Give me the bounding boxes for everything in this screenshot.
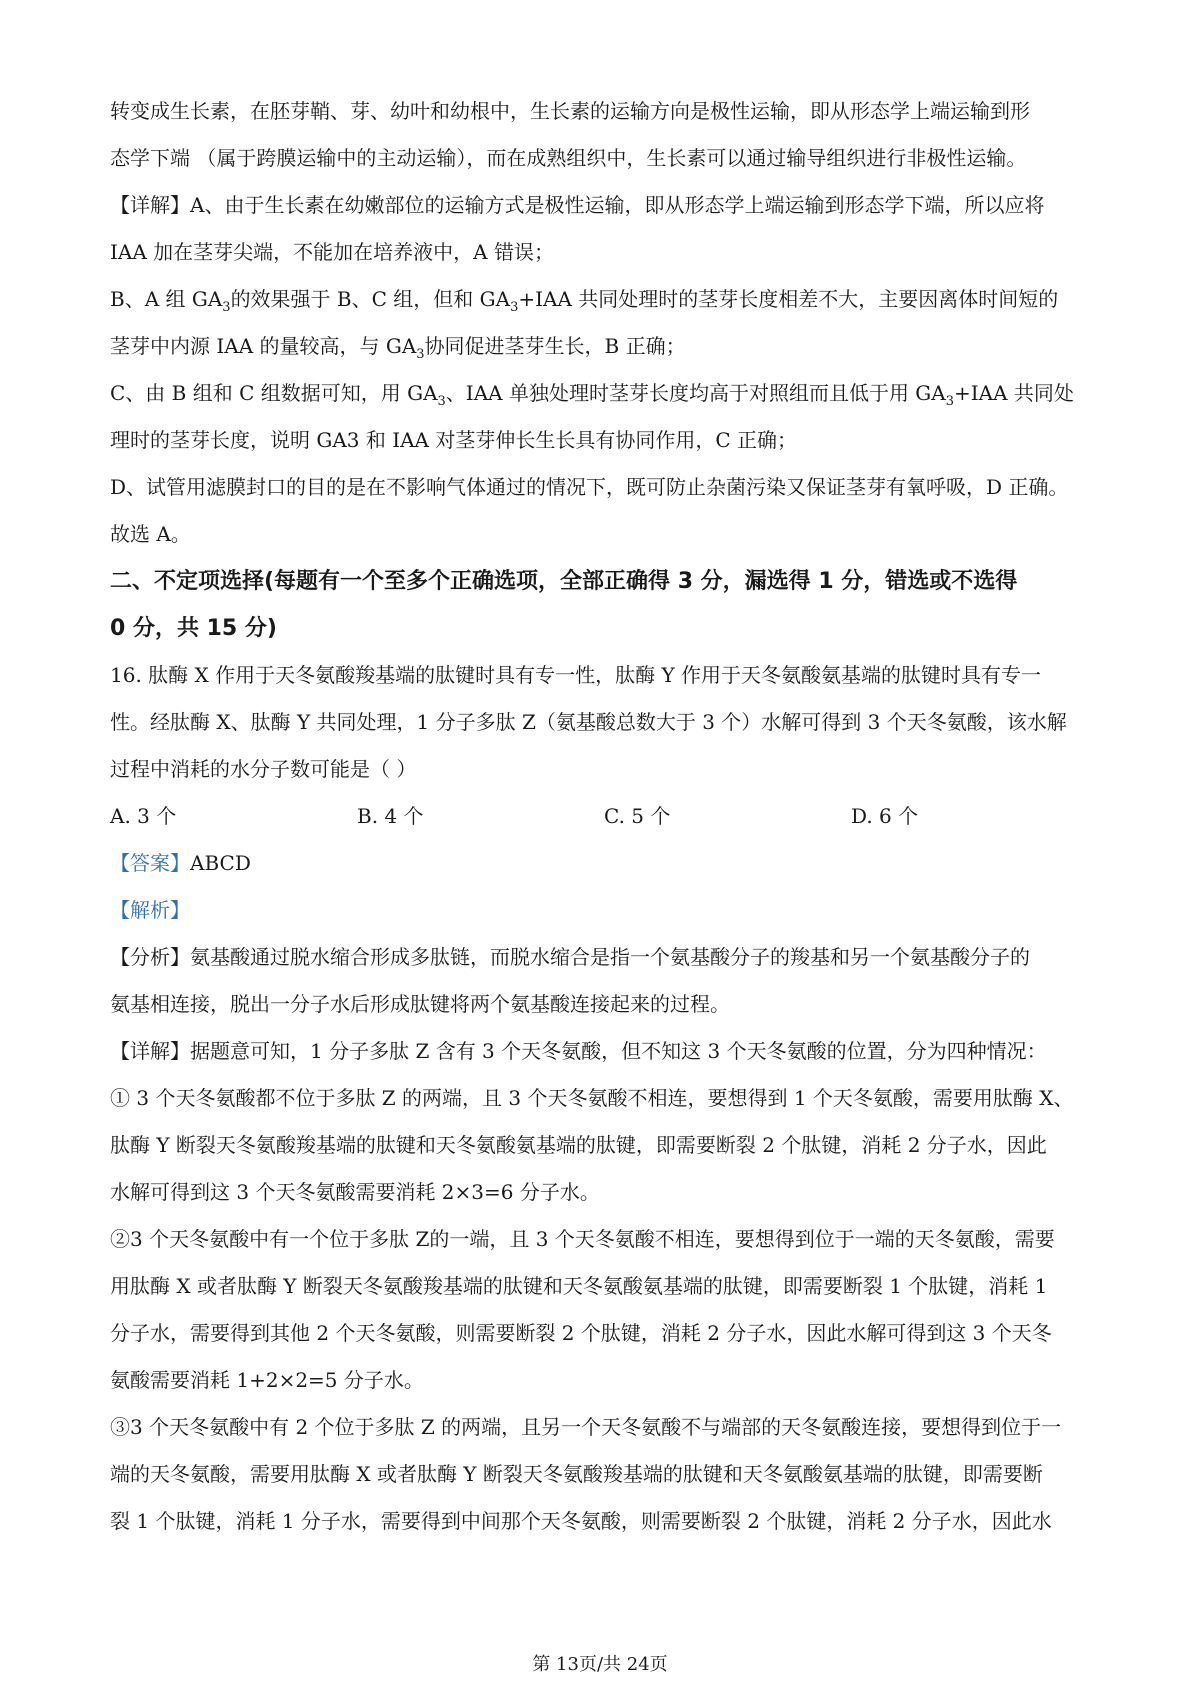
analysis-label: 【解析】 <box>110 898 190 922</box>
analysis-line: 水解可得到这 3 个天冬氨酸需要消耗 2×3=6 分子水。 <box>110 1180 600 1204</box>
analysis-line: 肽酶 Y 断裂天冬氨酸羧基端的肽键和天冬氨酸氨基端的肽键，即需要断裂 2 个肽键，消耗 2 分子水，因此 <box>110 1133 1047 1157</box>
section-title: 二、不定项选择(每题有一个至多个正确选项，全部正确得 3 分，漏选得 1 分，错选或不选得 <box>110 569 1018 594</box>
text-line: 故选 A。 <box>110 522 191 546</box>
text-line: C、由 B 组和 C 组数据可知，用 $GA_3$、IAA 单独处理时茎芽长度均高于对照组而且低于用 $GA_3+IAA$ 共同处 <box>110 381 1074 409</box>
text-line: 茎芽中内源 IAA 的量较高，与 $GA_3$协同促进茎芽生长，B 正确； <box>110 334 686 362</box>
option-b: B. 4 个 <box>357 804 424 828</box>
option-c: C. 5 个 <box>604 804 671 828</box>
analysis-line: 分子水，需要得到其他 2 个天冬氨酸，则需要断裂 2 个肽键，消耗 2 分子水，因此水解可得到这 3 个天冬 <box>110 1321 1052 1345</box>
question-stem: 性。经肽酶 X、肽酶 Y 共同处理，1 分子多肽 Z（氨基酸总数大于 3 个）水解可得到 3 个天冬氨酸，该水解 <box>110 710 1067 734</box>
question-options <box>110 793 1100 840</box>
answer-label: 【答案】 <box>110 851 190 875</box>
option-a: A. 3 个 <box>110 804 177 828</box>
answer-line <box>110 840 1100 887</box>
text-line: D、试管用滤膜封口的目的是在不影响气体通过的情况下，既可防止杂菌污染又保证茎芽有氧呼吸，D 正确。 <box>110 475 1069 499</box>
text-line: 【详解】A、由于生长素在幼嫩部位的运输方式是极性运输，即从形态学上端运输到形态学下端，所以应将 <box>110 193 1045 217</box>
analysis-line: 【分析】氨基酸通过脱水缩合形成多肽链，而脱水缩合是指一个氨基酸分子的羧基和另一个氨基酸分子的 <box>110 945 1030 969</box>
question-stem: 16. 肽酶 X 作用于天冬氨酸羧基端的肽键时具有专一性，肽酶 Y 作用于天冬氨酸氨基端的肽键时具有专一 <box>110 663 1042 687</box>
question-stem: 过程中消耗的水分子数可能是（ ） <box>110 757 417 781</box>
analysis-line: 端的天冬氨酸，需要用肽酶 X 或者肽酶 Y 断裂天冬氨酸羧基端的肽键和天冬氨酸氨基端的肽键，即需要断 <box>110 1462 1043 1486</box>
answer-value: ABCD <box>190 851 251 875</box>
document-page <box>110 88 1100 1545</box>
analysis-line: 裂 1 个肽键，消耗 1 分子水，需要得到中间那个天冬氨酸，则需要断裂 2 个肽键，消耗 2 分子水，因此水 <box>110 1509 1052 1533</box>
analysis-line: 氨基相连接，脱出一分子水后形成肽键将两个氨基酸连接起来的过程。 <box>110 992 730 1016</box>
analysis-line: 【详解】据题意可知，1 分子多肽 Z 含有 3 个天冬氨酸，但不知这 3 个天冬氨酸的位置，分为四种情况： <box>110 1039 1047 1063</box>
analysis-line: 用肽酶 X 或者肽酶 Y 断裂天冬氨酸羧基端的肽键和天冬氨酸氨基端的肽键，即需要断裂 1 个肽键，消耗 1 <box>110 1274 1048 1298</box>
text-line: 态学下端 （属于跨膜运输中的主动运输），而在成熟组织中，生长素可以通过输导组织进行非极性运输。 <box>110 146 1027 170</box>
text-line: 理时的茎芽长度，说明 GA3 和 IAA 对茎芽伸长生长具有协同作用，C 正确； <box>110 428 798 452</box>
text-line: IAA 加在茎芽尖端，不能加在培养液中，A 错误； <box>110 240 554 264</box>
text-line: 转变成生长素，在胚芽鞘、芽、幼叶和幼根中，生长素的运输方向是极性运输，即从形态学上端运输到形 <box>110 99 1030 123</box>
section-title-cont: 0 分，共 15 分) <box>110 616 277 641</box>
page-number-footer: 第 13页/共 24页 <box>532 1654 668 1675</box>
analysis-line: ③3 个天冬氨酸中有 2 个位于多肽 Z 的两端，且另一个天冬氨酸不与端部的天冬氨酸连接，要想得到位于一 <box>110 1415 1062 1439</box>
analysis-line: 氨酸需要消耗 1+2×2=5 分子水。 <box>110 1368 424 1392</box>
analysis-line: ②3 个天冬氨酸中有一个位于多肽 Z的一端，且 3 个天冬氨酸不相连，要想得到位于一端的天冬氨酸，需要 <box>110 1227 1055 1251</box>
option-d: D. 6 个 <box>851 804 919 828</box>
text-line: B、A 组 $GA_3$的效果强于 B、C 组，但和 $GA_3+IAA$ 共同处理时的茎芽长度相差不大，主要因离体时间短的 <box>110 287 1059 315</box>
analysis-line: ① 3 个天冬氨酸都不位于多肽 Z 的两端，且 3 个天冬氨酸不相连，要想得到 1 个天冬氨酸，需要用肽酶 X、 <box>110 1086 1074 1110</box>
